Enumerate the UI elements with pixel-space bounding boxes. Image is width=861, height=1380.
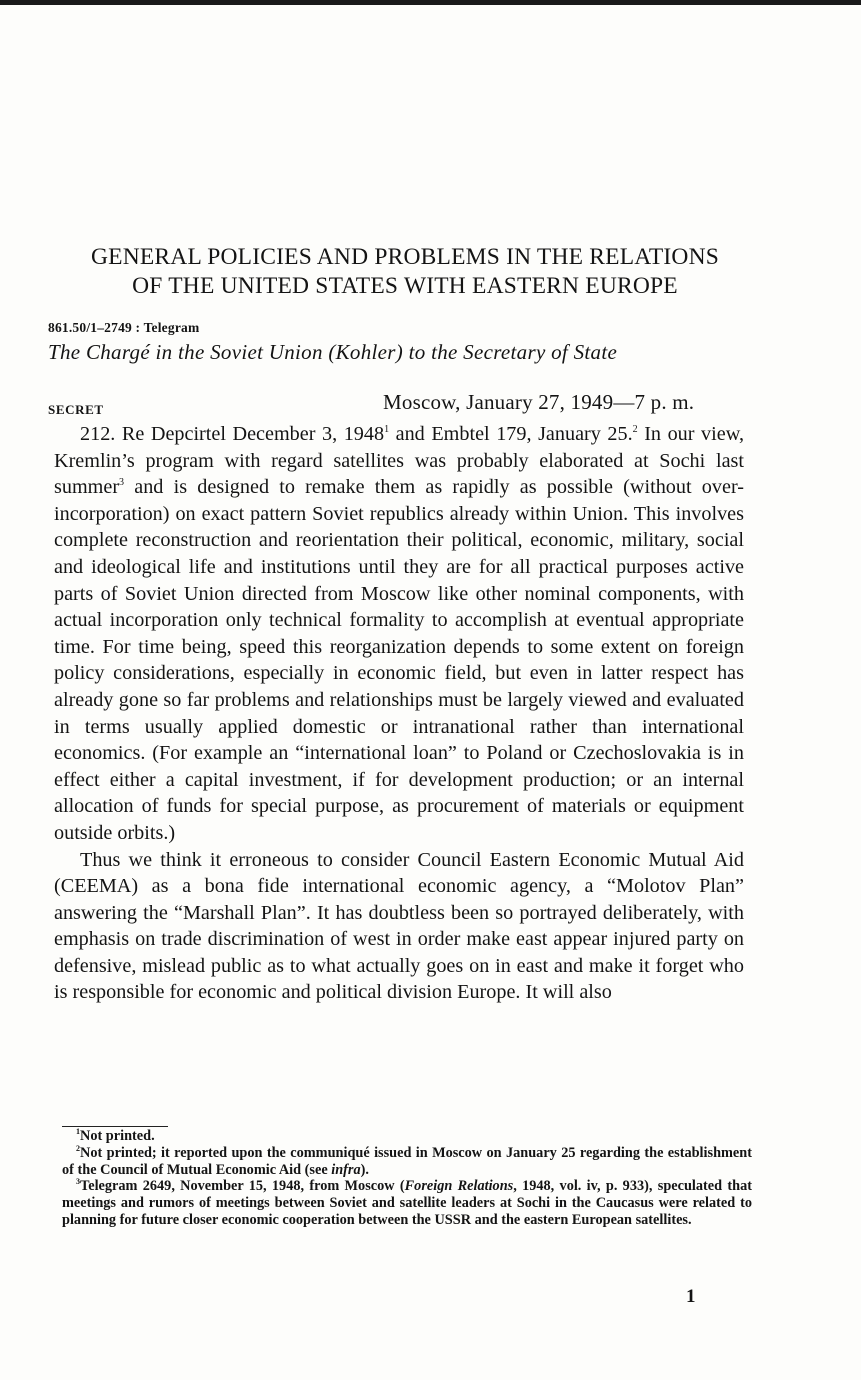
footnote-3-italic: Foreign Relations [404, 1178, 514, 1195]
footnote-2-text-a: Not printed; it reported upon the communiqué issued in Moscow on January 25 regarding the establishment of the Council of Mutual Economic Aid (see [62, 1144, 752, 1178]
footnote-2 [62, 1145, 752, 1179]
chapter-title-line-1: GENERAL POLICIES AND PROBLEMS IN THE RELATIONS [90, 244, 720, 270]
footnote-3 [62, 1178, 752, 1228]
footnote-3-text-a: Telegram 2649, November 15, 1948, from Moscow ( [80, 1178, 405, 1195]
paragraph-1-text-c: In our view, Kremlin’s program with regard satellites was probably elaborated at Sochi last summer [54, 423, 745, 499]
paragraph-1-text-b: and Embtel 179, January 25. [389, 423, 633, 445]
page-number: 1 [686, 1286, 696, 1307]
footnote-1-mark: 1 [76, 1127, 80, 1136]
footnote-2-italic: infra [331, 1161, 361, 1178]
footnote-ref-2: 2 [632, 424, 638, 435]
chapter-title [40, 243, 770, 301]
paragraph-1 [54, 421, 744, 847]
footnote-ref-1: 1 [384, 424, 390, 435]
paragraph-1-text-a: 212. Re Depcirtel December 3, 1948 [80, 423, 385, 445]
paragraph-2: Thus we think it erroneous to consider Council Eastern Economic Mutual Aid (CEEMA) as a bona fide international economic agency, a “Molotov Plan” answering the “Marshall Plan”. It has doubtless been so portrayed deliberately, with emphasis on trade discrimination of west in order make east appear injured party on defensive, mislead public as to what actually goes on in east and make it forget who is responsible for economic and political division Europe. It will also [54, 848, 744, 1004]
footnote-2-mark: 2 [76, 1143, 80, 1153]
footnote-1 [62, 1128, 752, 1145]
document-file-reference: 861.50/1–2749 : Telegram [48, 320, 200, 335]
footnote-ref-3: 3 [119, 477, 125, 489]
footnote-3-mark: 3 [76, 1177, 80, 1187]
paragraph-1-text-d: and is designed to remake them as rapidly as possible (without over-incorporation) on exact pattern Soviet republics already within Union. This involves complete reconstruction and reorientation their political, economic, military, social and ideological life and institutions until they are for all practical purposes active parts of Soviet Union directed from Moscow like other nominal components, with actual incorporation only technical formality to accomplish at eventual appropriate time. For time being, speed this reorganization depends to some extent on foreign policy considerations, especially in economic field, but even in latter respect has already gone so far problems and relationships must be largely viewed and evaluated in terms usually applied domestic or intranational rather than international economics. (For example an “international loan” to Poland or Czechoslovakia is in effect either a capital investment, if for development production; or an internal allocation of funds for special purpose, as procurement of materials or equipment outside orbits.) [54, 476, 744, 844]
body-text [54, 421, 744, 1006]
classification-label: SECRET [48, 402, 104, 417]
footnote-1-text: Not printed. [80, 1128, 155, 1144]
footnote-2-text-b: ). [360, 1161, 369, 1178]
footnote-3-text-b: , 1948, vol. iv, p. 933), speculated that meetings and rumors of meetings between Soviet and satellite leaders at Sochi in the Caucasus were related to planning for future closer economic cooperation between the USSR and the eastern European satellites. [62, 1178, 753, 1228]
dateline: Moscow, January 27, 1949—7 p. m. [383, 390, 695, 414]
document-heading: The Chargé in the Soviet Union (Kohler) to the Secretary of State [48, 340, 618, 364]
chapter-title-line-2: OF THE UNITED STATES WITH EASTERN EUROPE [132, 273, 678, 299]
footnotes [62, 1128, 752, 1229]
